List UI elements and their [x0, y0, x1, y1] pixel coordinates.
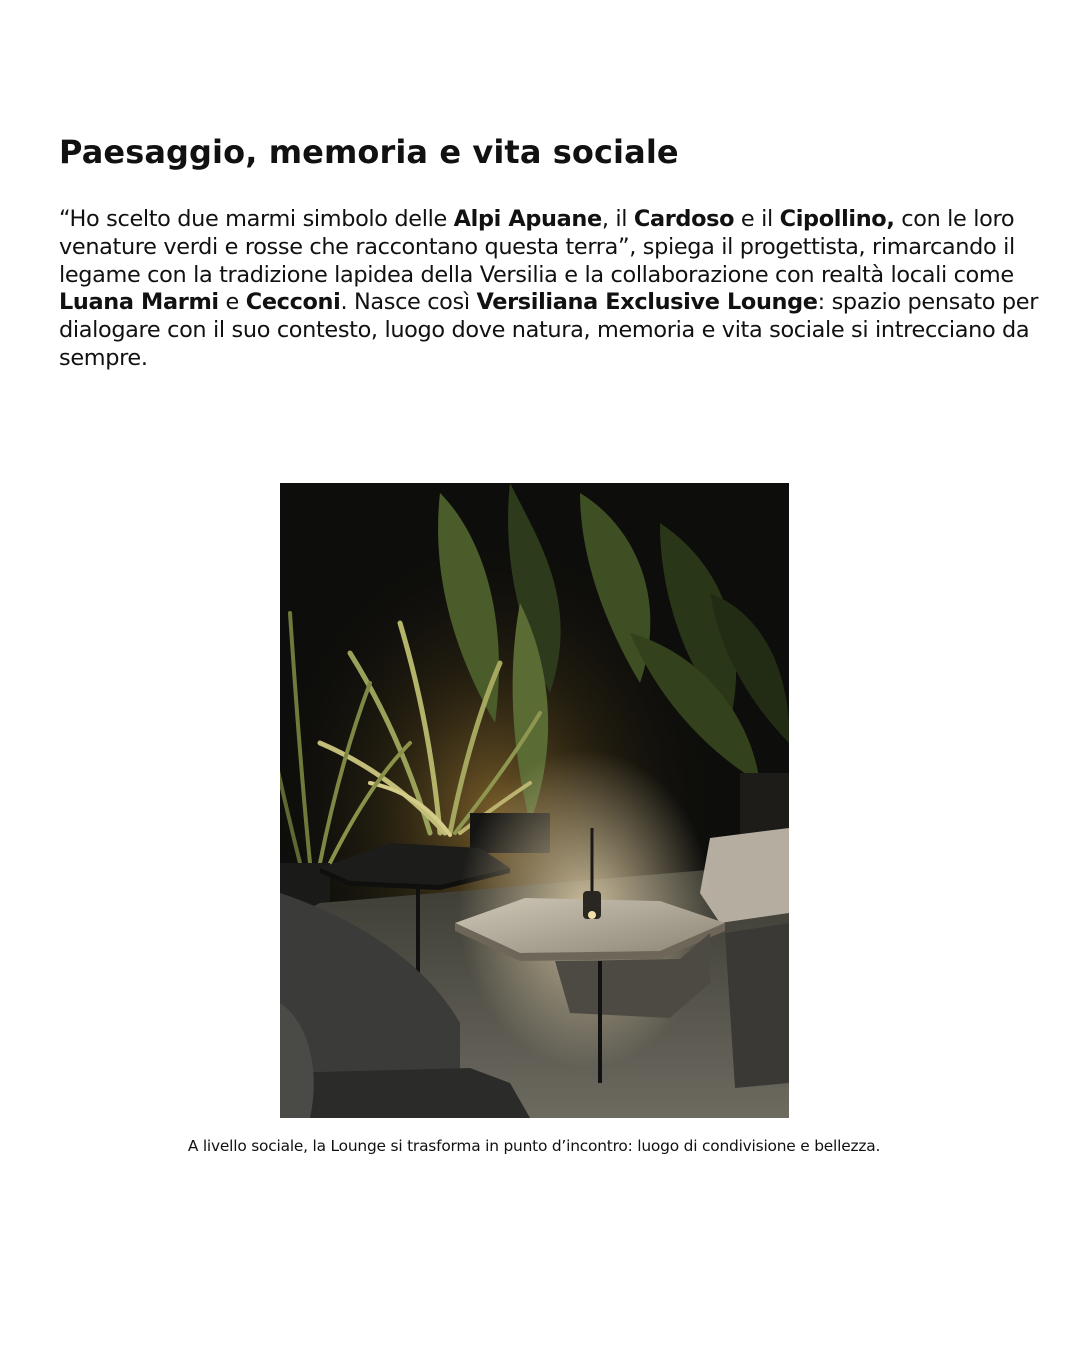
lounge-photo [280, 483, 789, 1118]
article [59, 130, 1039, 373]
paragraph-run-bold: Cipollino, [779, 206, 895, 232]
lounge-photo-illustration [280, 483, 789, 1118]
paragraph-run: e [218, 289, 246, 316]
paragraph-run: con le loro venature verdi e rosse che raccontano questa terra”, spiega il progettista, rimarcando il legame con la tradizione lapidea della Versilia e la collaborazione con realtà locali come [59, 206, 1015, 288]
paragraph-run-bold: Cardoso [633, 206, 735, 232]
paragraph-run: : spazio pensato per dialogare con il suo contesto, luogo dove natura, memoria e vita sociale si intrecciano da sempre. [59, 289, 1039, 371]
photo-caption: A livello sociale, la Lounge si trasforma in punto d’incontro: luogo di condivisione e bellezza. [187, 1137, 881, 1155]
paragraph-run-bold: Cecconi [245, 289, 341, 316]
paragraph-run-bold: Luana Marmi [59, 289, 219, 316]
article-paragraph [59, 206, 1039, 373]
paragraph-run: . Nasce così [340, 289, 477, 316]
section-heading: Paesaggio, memoria e vita sociale [59, 133, 679, 171]
paragraph-run: “Ho scelto due marmi simbolo delle [59, 206, 454, 232]
paragraph-run: , il [601, 206, 634, 232]
paragraph-run-bold: Versiliana Exclusive Lounge [476, 289, 818, 316]
paragraph-run: e il [734, 206, 780, 232]
paragraph-run-bold: Alpi Apuane [453, 206, 602, 232]
